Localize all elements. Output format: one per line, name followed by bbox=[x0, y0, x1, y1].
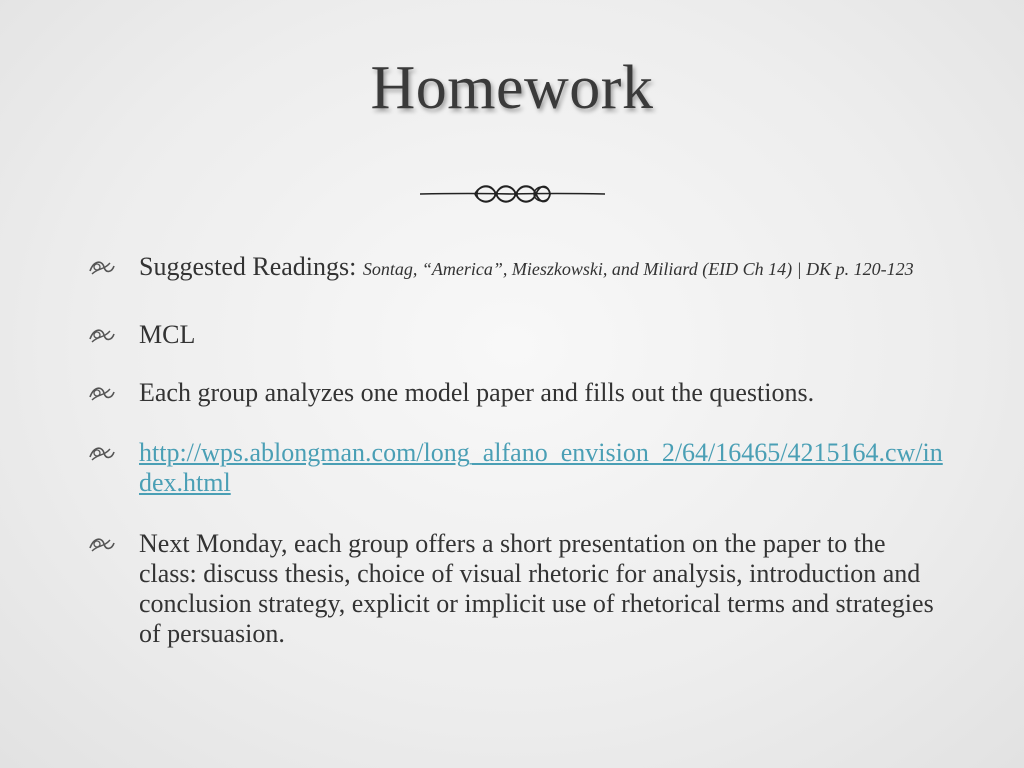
slide-title: Homework bbox=[370, 54, 654, 122]
bullet-text: Next Monday, each group offers a short presentation on the paper to the class: discuss thesis, choice of visual rhetoric for analysis, introduction and conclusion strategy, explicit or implicit use of rhetorical terms and strategies of persuasion. bbox=[139, 529, 934, 648]
list-item bbox=[88, 320, 948, 350]
fleuron-bullet-icon bbox=[88, 326, 116, 344]
list-item bbox=[88, 529, 948, 649]
fleuron-bullet-icon bbox=[88, 258, 116, 276]
fleuron-bullet-icon bbox=[88, 535, 116, 553]
bullet-text: Each group analyzes one model paper and fills out the questions. bbox=[139, 378, 815, 407]
list-item bbox=[88, 438, 948, 498]
fleuron-bullet-icon bbox=[88, 444, 116, 462]
suggested-readings-label: Suggested Readings: bbox=[139, 252, 363, 281]
list-item bbox=[88, 252, 948, 282]
resource-link[interactable]: http://wps.ablongman.com/long_alfano_envision_2/64/16465/4215164.cw/index.html bbox=[139, 438, 943, 497]
scroll-divider-icon bbox=[420, 178, 605, 210]
fleuron-bullet-icon bbox=[88, 384, 116, 402]
bullet-text: MCL bbox=[139, 320, 196, 349]
bullet-list bbox=[88, 252, 948, 649]
list-item bbox=[88, 378, 948, 408]
suggested-readings-detail: Sontag, “America”, Mieszkowski, and Miliard (EID Ch 14) | DK p. 120-123 bbox=[362, 259, 914, 279]
